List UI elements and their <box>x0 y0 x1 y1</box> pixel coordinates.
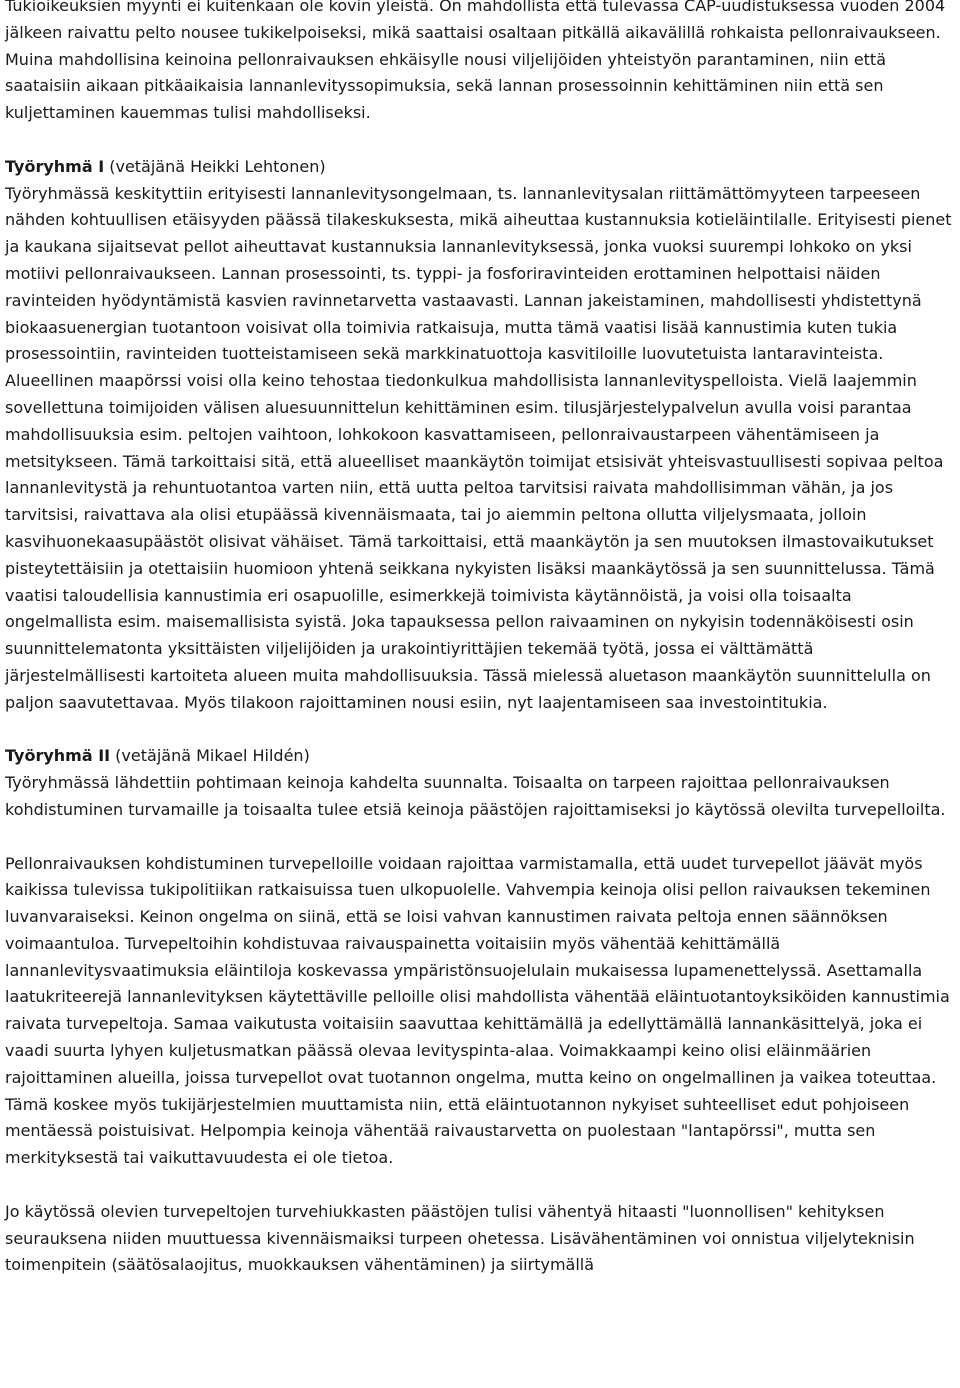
group2-paragraph-3: Jo käytössä olevien turvepeltojen turvehiukkasten päästöjen tulisi vähentyä hitaasti "luonnollisen" kehityksen seurauksena niiden muuttuessa kivennäismaiksi turpeen ohetessa. Lisävähentäminen voi onnistua viljelyteknisin toimenpitein (säätösalaojitus, muokkauksen vähentäminen) ja siirtymällä <box>5 1201 915 1275</box>
group2-header <box>5 743 956 770</box>
group1-section <box>5 154 956 717</box>
group2-section <box>5 743 956 823</box>
intro-paragraph: Tukioikeuksien myynti ei kuitenkaan ole kovin yleistä. On mahdollista että tulevassa CAP-uudistuksessa vuoden 2004 jälkeen raivattu pelto nousee tukikelpoiseksi, mikä saattaisi osaltaan pitkällä aikavälillä rohkaista pellonraivaukseen. Muina mahdollisina keinoina pellonraivauksen ehkäisylle nousi viljelijöiden yhteistyön parantaminen, niin että saataisiin aikaan pitkäaikaisia lannanlevityssopimuksia, sekä lannan prosessoinnin kehittäminen niin että sen kuljettaminen kauemmas tulisi mahdolliseksi. <box>5 0 946 123</box>
paragraph-gap <box>5 127 956 154</box>
group1-title: Työryhmä I <box>5 156 105 176</box>
group2-title: Työryhmä II <box>5 746 111 766</box>
paragraph-gap <box>5 1172 956 1199</box>
group2-leader: (vetäjänä Mikael Hildén) <box>110 746 310 766</box>
group1-leader: (vetäjänä Heikki Lehtonen) <box>104 156 326 176</box>
group2-paragraph-2: Pellonraivauksen kohdistuminen turvepelloille voidaan rajoittaa varmistamalla, että uudet turvepellot jäävät myös kaikissa tulevissa tukipolitiikan ratkaisuissa tuen ulkopuolelle. Vahvempia keinoja olisi pellon raivauksen tekeminen luvanvaraiseksi. Keinon ongelma on siinä, että se loisi vahvan kannustimen raivata peltoja ennen säännöksen voimaantuloa. Turvepeltoihin kohdistuvaa raivauspainetta voitaisiin myös vähentää kehittämällä lannanlevitysvaatimuksia eläintiloja koskevassa ympäristönsuojelulain mukaisessa lupamenettelyssä. Asettamalla laatukriteerejä lannanlevityksen käytettäville pelloille olisi mahdollista vähentää eläintuotantoyksiköiden kannustimia raivata turvepeltoja. Samaa vaikutusta voitaisiin saavuttaa kehittämällä ja edellyttämällä lannankäsittelyä, joka ei vaadi suurta lyhyen kuljetusmatkan päässä olevaa levityspinta-alaa. Voimakkaampi keino olisi eläinmäärien rajoittaminen alueilla, joissa turvepellot ovat tuotannon ongelma, mutta keino on ongelmallinen ja vaikea toteuttaa. Tämä koskee myös tukijärjestelmien muuttamista niin, että eläintuotannon nykyiset suhteelliset edut pohjoiseen mentäessä poistuisivat. Helpompia keinoja vähentää raivaustarvetta on puolestaan "lantapörssi", mutta sen merkityksestä tai vaikuttavuudesta ei ole tietoa. <box>5 853 950 1168</box>
group1-paragraph: Työryhmässä keskityttiin erityisesti lannanlevitysongelmaan, ts. lannanlevitysalan riittämättömyyteen tarpeeseen nähden kohtuullisen etäisyyden päässä tilakeskuksesta, mikä aiheuttaa kustannuksia kotieläintilalle. Erityisesti pienet ja kaukana sijaitsevat pellot aiheuttavat kustannuksia lannanlevityksessä, jonka vuoksi suurempi lohkoko on yksi motiivi pellonraivaukseen. Lannan prosessointi, ts. typpi- ja fosforiravinteiden erottaminen helpottaisi näiden ravinteiden hyödyntämistä kasvien ravinnetarvetta vastaavasti. Lannan jakeistaminen, mahdollisesti yhdistettynä biokaasuenergian tuotantoon voisivat olla toimivia ratkaisuja, mutta tämä vaatisi lisää kannustimia kuten tukia prosessointiin, ravinteiden tuotteistamiseen sekä markkinatuottoja kasvitiloille luovutetuista lantaravinteista. Alueellinen maapörssi voisi olla keino tehostaa tiedonkulkua mahdollisista lannanlevityspelloista. Vielä laajemmin sovellettuna toimijoiden välisen aluesuunnittelun kehittäminen esim. tilusjärjestelypalvelun avulla voisi parantaa mahdollisuuksia esim. peltojen vaihtoon, lohkokoon kasvattamiseen, pellonraivaustarpeen vähentämiseen ja metsitykseen. Tämä tarkoittaisi sitä, että alueelliset maankäytön toimijat etsisivät yhteisvastuullisesti sopivaa peltoa lannanlevitystä ja rehuntuotantoa varten niin, että uutta peltoa tarvitsisi raivata mahdollisimman vähän, ja jos tarvitsisi, raivattava ala olisi etupäässä kivennäismaata, tai jo aiemmin peltona ollutta viljelysmaata, jolloin kasvihuonekaasupäästöt olisivat vähäiset. Tämä tarkoittaisi, että maankäytön ja sen muutoksen ilmastovaikutukset pisteytettäisiin ja otettaisiin huomioon yhtenä seikkana nykyisten lisäksi maankäytössä ja sen suunnittelussa. Tämä vaatisi taloudellisia kannustimia eri osapuolille, esimerkkejä toimivista käytännöistä, ja voisi olla toisaalta ongelmallista esim. maisemallisista syistä. Joka tapauksessa pellon raivaaminen on nykyisin todennäköisesti osin suunnittelematonta yksittäisten viljelijöiden ja urakointiyrittäjien tekemää työtä, jossa ei välttämättä järjestelmällisesti kartoiteta alueen muita mahdollisuuksia. Tässä mielessä aluetason maankäytön suunnittelulla on paljon saavutettavaa. Myös tilakoon rajoittaminen nousi esiin, nyt laajentamiseen saa investointitukia. <box>5 183 952 712</box>
paragraph-gap <box>5 717 956 744</box>
group1-header <box>5 154 956 181</box>
paragraph-gap <box>5 824 956 851</box>
group2-paragraph-1: Työryhmässä lähdettiin pohtimaan keinoja kahdelta suunnalta. Toisaalta on tarpeen rajoittaa pellonraivauksen kohdistuminen turvamaille ja toisaalta tulee etsiä keinoja päästöjen rajoittamiseksi jo käytössä olevilta turvepelloilta. <box>5 773 946 819</box>
